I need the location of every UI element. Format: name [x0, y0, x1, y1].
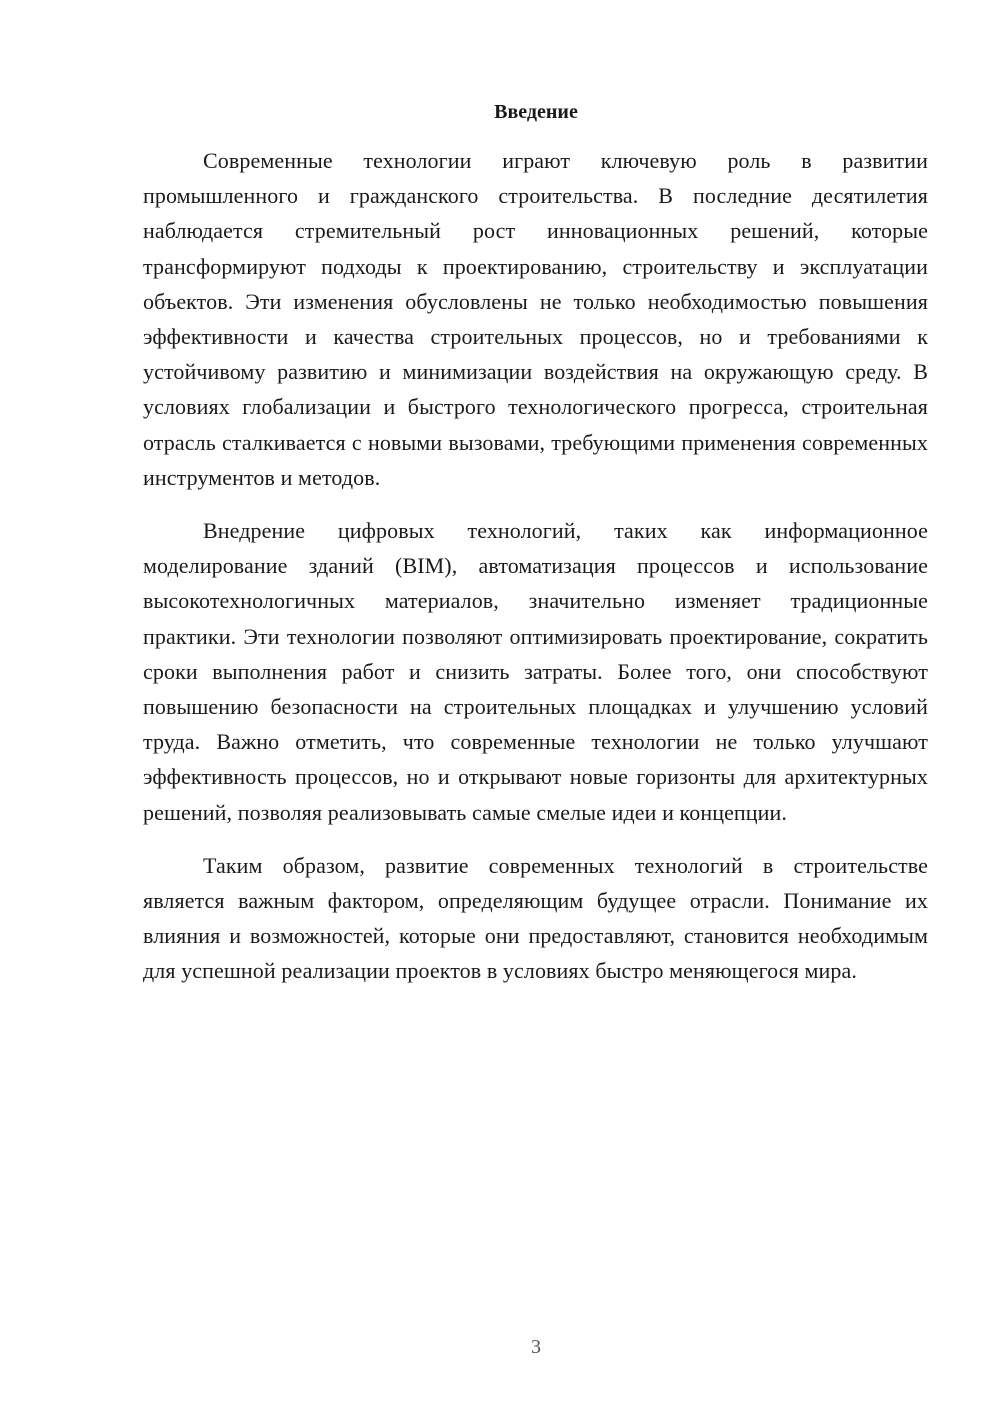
paragraph-2: Внедрение цифровых технологий, таких как информационное моделирование зданий (BIM), автоматизация процессов и использование высокотехнологичных материалов, значительно изменяет традиционные практики. Эти технологии позволяют оптимизировать проектирование, сократить сроки выполнения работ и снизить затраты. Более того, они способствуют повышению безопасности на строительных площадках и улучшению условий труда. Важно отметить, что современные технологии не только улучшают эффективность процессов, но и открывают новые горизонты для архитектурных решений, позволяя реализовывать самые смелые идеи и концепции. — [143, 518, 928, 825]
paragraph-3: Таким образом, развитие современных технологий в строительстве является важным фактором, определяющим будущее отрасли. Понимание их влияния и возможностей, которые они предоставляют, становится необходимым для успешной реализации проектов в условиях быстро меняющегося мира. — [143, 852, 928, 984]
page-title: Введение — [494, 101, 578, 123]
paragraph-1: Современные технологии играют ключевую роль в развитии промышленного и гражданского строительства. В последние десятилетия наблюдается стремительный рост инновационных решений, которые трансформируют подходы к проектированию, строительству и эксплуатации объектов. Эти изменения обусловлены не только необходимостью повышения эффективности и качества строительных процессов, но и требованиями к устойчивому развитию и минимизации воздействия на окружающую среду. В условиях глобализации и быстрого технологического прогресса, строительная отрасль сталкивается с новыми вызовами, требующими применения современных инструментов и методов. — [143, 148, 928, 490]
page-number: 3 — [531, 1336, 541, 1358]
body-text — [143, 143, 928, 1007]
